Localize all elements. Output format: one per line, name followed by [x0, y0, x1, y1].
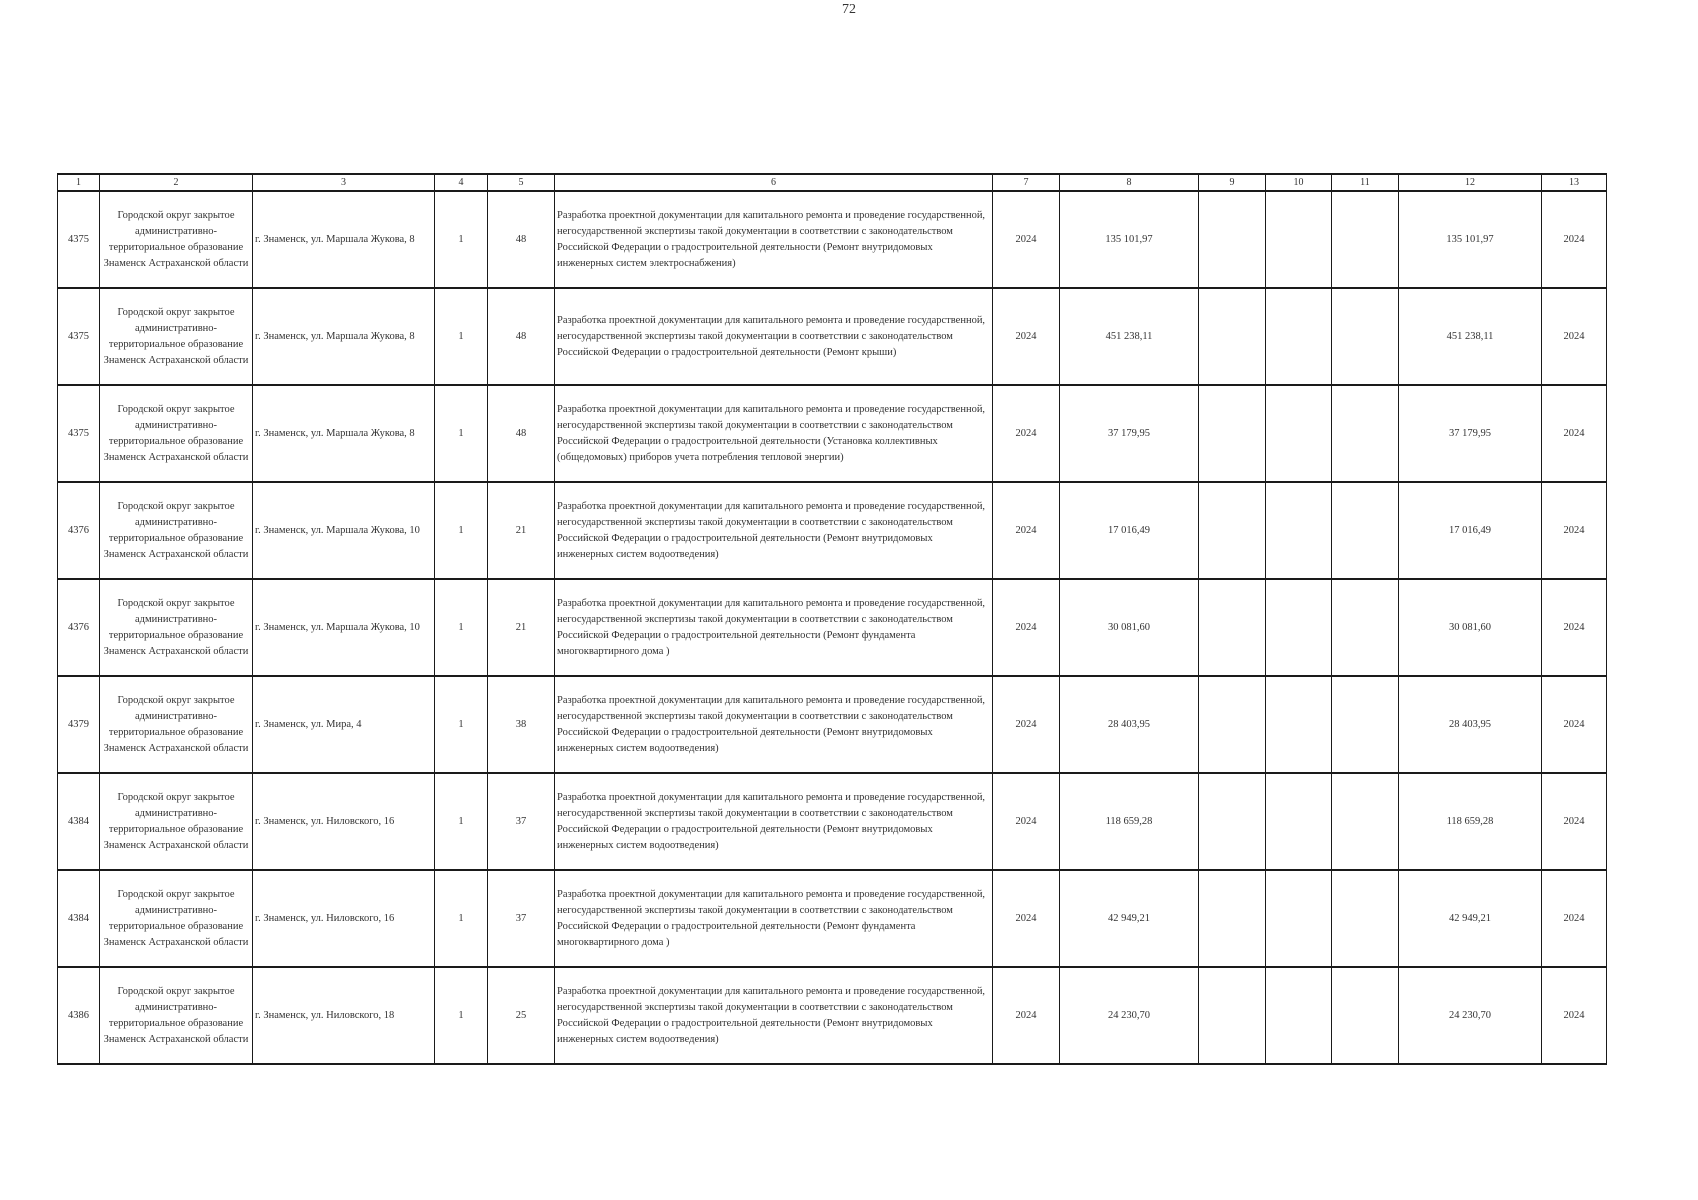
cell-year: 2024: [993, 676, 1060, 773]
cell-municipality: Городской округ закрытое административно-территориальное образование Знаменск Астраханской области: [100, 870, 253, 967]
cell-col-10: [1266, 773, 1332, 870]
cell-col-10: [1266, 288, 1332, 385]
cell-col-10: [1266, 870, 1332, 967]
table-row: [58, 191, 1607, 288]
cell-work-description: Разработка проектной документации для капитального ремонта и проведение государственной, негосударственной экспертизы такой документации в соответствии с законодательством Российской Федерации о градостроительной деятельности (Ремонт крыши): [555, 288, 993, 385]
cell-col-9: [1199, 870, 1266, 967]
cell-col-10: [1266, 191, 1332, 288]
cell-municipality: Городской округ закрытое административно-территориальное образование Знаменск Астраханской области: [100, 482, 253, 579]
cell-col-11: [1332, 967, 1399, 1064]
cell-year: 2024: [993, 579, 1060, 676]
cell-row-number: 4375: [58, 385, 100, 482]
cell-col-4: 1: [435, 191, 488, 288]
cell-work-description: Разработка проектной документации для капитального ремонта и проведение государственной, негосударственной экспертизы такой документации в соответствии с законодательством Российской Федерации о градостроительной деятельности (Ремонт внутридомовых инженерных систем водоотведения): [555, 676, 993, 773]
cell-fund-cost: 135 101,97: [1399, 191, 1542, 288]
cell-completion-year: 2024: [1542, 288, 1607, 385]
cell-col-4: 1: [435, 482, 488, 579]
cell-col-10: [1266, 579, 1332, 676]
table-row: [58, 870, 1607, 967]
cell-municipality: Городской округ закрытое административно-территориальное образование Знаменск Астраханской области: [100, 579, 253, 676]
cell-col-9: [1199, 288, 1266, 385]
page-number: 72: [842, 2, 856, 17]
cell-completion-year: 2024: [1542, 870, 1607, 967]
cell-col-11: [1332, 288, 1399, 385]
cell-total-cost: 118 659,28: [1060, 773, 1199, 870]
cell-address: г. Знаменск, ул. Маршала Жукова, 10: [253, 482, 435, 579]
header-col-6: 6: [555, 174, 993, 191]
cell-col-11: [1332, 579, 1399, 676]
cell-work-description: Разработка проектной документации для капитального ремонта и проведение государственной, негосударственной экспертизы такой документации в соответствии с законодательством Российской Федерации о градостроительной деятельности (Ремонт фундамента многоквартирного дома ): [555, 870, 993, 967]
table-row: [58, 482, 1607, 579]
cell-year: 2024: [993, 967, 1060, 1064]
cell-address: г. Знаменск, ул. Мира, 4: [253, 676, 435, 773]
cell-row-number: 4384: [58, 773, 100, 870]
cell-col-5: 48: [488, 288, 555, 385]
cell-completion-year: 2024: [1542, 482, 1607, 579]
cell-total-cost: 37 179,95: [1060, 385, 1199, 482]
cell-completion-year: 2024: [1542, 191, 1607, 288]
cell-completion-year: 2024: [1542, 579, 1607, 676]
cell-work-description: Разработка проектной документации для капитального ремонта и проведение государственной, негосударственной экспертизы такой документации в соответствии с законодательством Российской Федерации о градостроительной деятельности (Установка коллективных (общедомовых) приборов учета потребления тепловой энергии): [555, 385, 993, 482]
cell-work-description: Разработка проектной документации для капитального ремонта и проведение государственной, негосударственной экспертизы такой документации в соответствии с законодательством Российской Федерации о градостроительной деятельности (Ремонт внутридомовых инженерных систем электроснабжения): [555, 191, 993, 288]
cell-completion-year: 2024: [1542, 385, 1607, 482]
cell-fund-cost: 17 016,49: [1399, 482, 1542, 579]
cell-address: г. Знаменск, ул. Маршала Жукова, 8: [253, 385, 435, 482]
table-row: [58, 967, 1607, 1064]
cell-col-4: 1: [435, 870, 488, 967]
cell-address: г. Знаменск, ул. Ниловского, 16: [253, 773, 435, 870]
cell-completion-year: 2024: [1542, 967, 1607, 1064]
cell-total-cost: 30 081,60: [1060, 579, 1199, 676]
cell-address: г. Знаменск, ул. Маршала Жукова, 8: [253, 191, 435, 288]
cell-fund-cost: 42 949,21: [1399, 870, 1542, 967]
cell-col-4: 1: [435, 773, 488, 870]
cell-col-9: [1199, 967, 1266, 1064]
cell-work-description: Разработка проектной документации для капитального ремонта и проведение государственной, негосударственной экспертизы такой документации в соответствии с законодательством Российской Федерации о градостроительной деятельности (Ремонт внутридомовых инженерных систем водоотведения): [555, 482, 993, 579]
cell-year: 2024: [993, 773, 1060, 870]
cell-row-number: 4375: [58, 191, 100, 288]
cell-col-5: 21: [488, 482, 555, 579]
cell-row-number: 4379: [58, 676, 100, 773]
cell-col-11: [1332, 870, 1399, 967]
cell-total-cost: 451 238,11: [1060, 288, 1199, 385]
cell-fund-cost: 30 081,60: [1399, 579, 1542, 676]
cell-total-cost: 17 016,49: [1060, 482, 1199, 579]
cell-fund-cost: 24 230,70: [1399, 967, 1542, 1064]
cell-col-5: 37: [488, 870, 555, 967]
cell-year: 2024: [993, 288, 1060, 385]
cell-address: г. Знаменск, ул. Ниловского, 18: [253, 967, 435, 1064]
table-row: [58, 773, 1607, 870]
cell-col-5: 25: [488, 967, 555, 1064]
table-header: [58, 174, 1607, 191]
cell-fund-cost: 118 659,28: [1399, 773, 1542, 870]
cell-year: 2024: [993, 385, 1060, 482]
cell-col-9: [1199, 676, 1266, 773]
cell-completion-year: 2024: [1542, 676, 1607, 773]
cell-col-10: [1266, 482, 1332, 579]
cell-year: 2024: [993, 870, 1060, 967]
header-col-4: 4: [435, 174, 488, 191]
header-col-12: 12: [1399, 174, 1542, 191]
cell-fund-cost: 451 238,11: [1399, 288, 1542, 385]
header-col-1: 1: [58, 174, 100, 191]
header-col-5: 5: [488, 174, 555, 191]
header-col-8: 8: [1060, 174, 1199, 191]
cell-total-cost: 28 403,95: [1060, 676, 1199, 773]
cell-col-11: [1332, 482, 1399, 579]
header-col-7: 7: [993, 174, 1060, 191]
cell-col-4: 1: [435, 288, 488, 385]
cell-col-9: [1199, 191, 1266, 288]
cell-municipality: Городской округ закрытое административно-территориальное образование Знаменск Астраханской области: [100, 191, 253, 288]
header-col-9: 9: [1199, 174, 1266, 191]
cell-municipality: Городской округ закрытое административно-территориальное образование Знаменск Астраханской области: [100, 385, 253, 482]
cell-total-cost: 42 949,21: [1060, 870, 1199, 967]
cell-col-11: [1332, 385, 1399, 482]
cell-col-9: [1199, 579, 1266, 676]
cell-total-cost: 24 230,70: [1060, 967, 1199, 1064]
cell-col-4: 1: [435, 385, 488, 482]
table-row: [58, 288, 1607, 385]
table-row: [58, 385, 1607, 482]
cell-year: 2024: [993, 191, 1060, 288]
cell-col-5: 48: [488, 191, 555, 288]
cell-row-number: 4376: [58, 579, 100, 676]
cell-row-number: 4375: [58, 288, 100, 385]
cell-fund-cost: 37 179,95: [1399, 385, 1542, 482]
cell-col-10: [1266, 385, 1332, 482]
cell-address: г. Знаменск, ул. Маршала Жукова, 8: [253, 288, 435, 385]
cell-col-10: [1266, 676, 1332, 773]
cell-col-4: 1: [435, 676, 488, 773]
cell-col-11: [1332, 191, 1399, 288]
cell-col-4: 1: [435, 579, 488, 676]
header-col-2: 2: [100, 174, 253, 191]
cell-col-11: [1332, 676, 1399, 773]
header-col-10: 10: [1266, 174, 1332, 191]
cell-work-description: Разработка проектной документации для капитального ремонта и проведение государственной, негосударственной экспертизы такой документации в соответствии с законодательством Российской Федерации о градостроительной деятельности (Ремонт внутридомовых инженерных систем водоотведения): [555, 773, 993, 870]
header-col-13: 13: [1542, 174, 1607, 191]
cell-municipality: Городской округ закрытое административно-территориальное образование Знаменск Астраханской области: [100, 288, 253, 385]
cell-row-number: 4376: [58, 482, 100, 579]
table-row: [58, 579, 1607, 676]
cell-col-9: [1199, 482, 1266, 579]
cell-work-description: Разработка проектной документации для капитального ремонта и проведение государственной, негосударственной экспертизы такой документации в соответствии с законодательством Российской Федерации о градостроительной деятельности (Ремонт фундамента многоквартирного дома ): [555, 579, 993, 676]
cell-total-cost: 135 101,97: [1060, 191, 1199, 288]
header-col-11: 11: [1332, 174, 1399, 191]
cell-col-5: 21: [488, 579, 555, 676]
header-col-3: 3: [253, 174, 435, 191]
cell-row-number: 4384: [58, 870, 100, 967]
cell-col-4: 1: [435, 967, 488, 1064]
cell-col-5: 37: [488, 773, 555, 870]
cell-col-9: [1199, 385, 1266, 482]
cell-col-9: [1199, 773, 1266, 870]
cell-col-5: 48: [488, 385, 555, 482]
cell-address: г. Знаменск, ул. Ниловского, 16: [253, 870, 435, 967]
cell-work-description: Разработка проектной документации для капитального ремонта и проведение государственной, негосударственной экспертизы такой документации в соответствии с законодательством Российской Федерации о градостроительной деятельности (Ремонт внутридомовых инженерных систем водоотведения): [555, 967, 993, 1064]
cell-col-10: [1266, 967, 1332, 1064]
table-body: [58, 191, 1607, 1064]
cell-col-5: 38: [488, 676, 555, 773]
cell-address: г. Знаменск, ул. Маршала Жукова, 10: [253, 579, 435, 676]
cell-municipality: Городской округ закрытое административно-территориальное образование Знаменск Астраханской области: [100, 967, 253, 1064]
cell-fund-cost: 28 403,95: [1399, 676, 1542, 773]
cell-year: 2024: [993, 482, 1060, 579]
header-row: [58, 174, 1607, 191]
cell-col-11: [1332, 773, 1399, 870]
cell-row-number: 4386: [58, 967, 100, 1064]
cell-municipality: Городской округ закрытое административно-территориальное образование Знаменск Астраханской области: [100, 676, 253, 773]
table-row: [58, 676, 1607, 773]
registry-table: [57, 173, 1607, 1065]
cell-municipality: Городской округ закрытое административно-территориальное образование Знаменск Астраханской области: [100, 773, 253, 870]
cell-completion-year: 2024: [1542, 773, 1607, 870]
